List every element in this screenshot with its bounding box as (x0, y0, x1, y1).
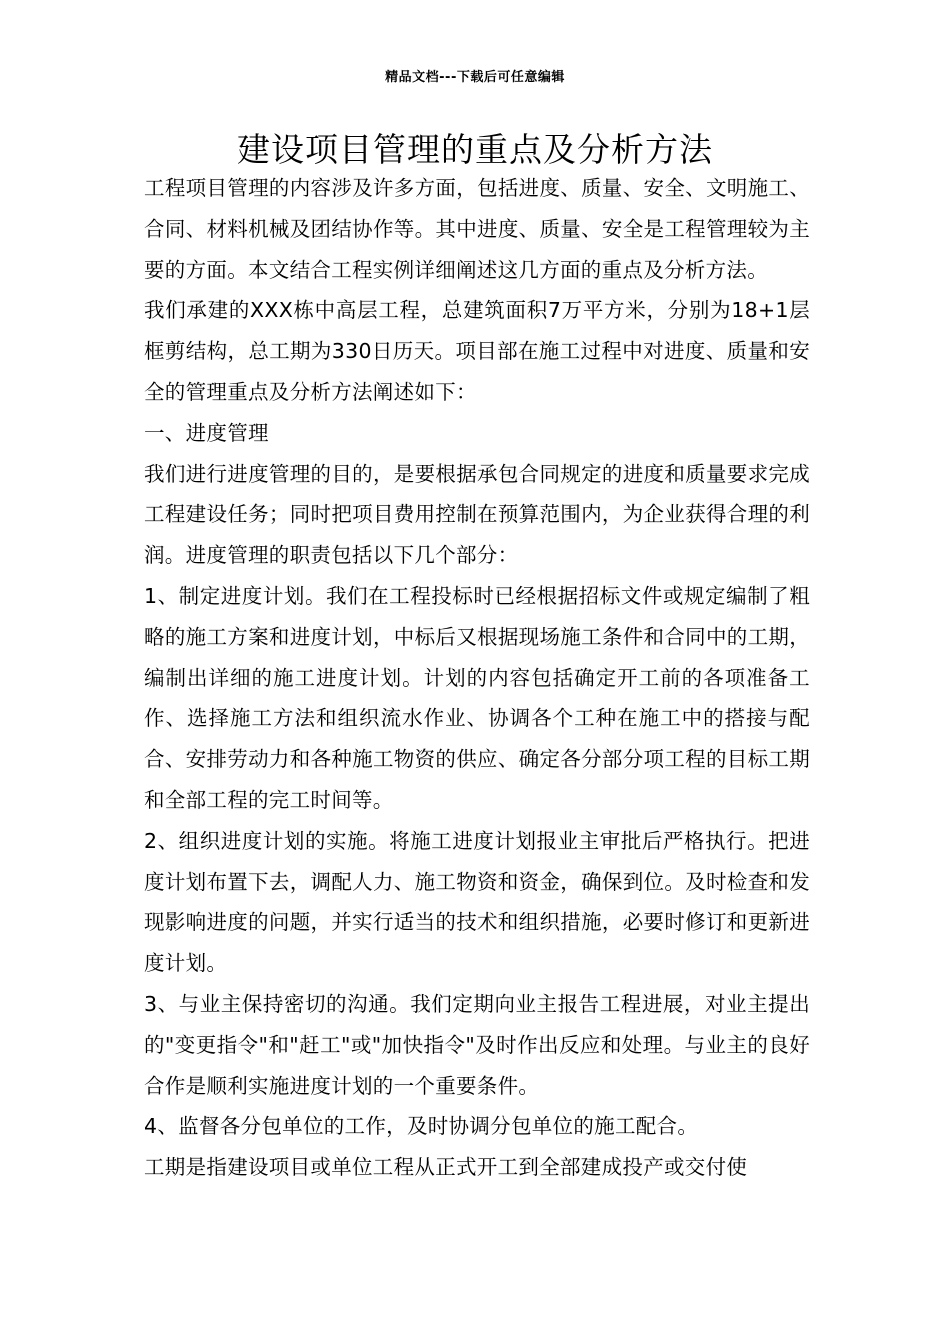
paragraph-progress-purpose: 我们进行进度管理的目的，是要根据承包合同规定的进度和质量要求完成工程建设任务；同时把项目费用控制在预算范围内，为企业获得合理的利润。进度管理的职责包括以下几个部分： (144, 461, 810, 568)
paragraph-duration: 工期是指建设项目或单位工程从正式开工到全部建成投产或交付使 (144, 1155, 748, 1180)
section-heading-progress: 一、进度管理 (144, 420, 269, 445)
paragraph-item-3: 3、与业主保持密切的沟通。我们定期向业主报告工程进展，对业主提出的"变更指令"和"赶工"或"加快指令"及时作出反应和处理。与业主的良好合作是顺利实施进度计划的一个重要条件。 (144, 991, 810, 1098)
paragraph-intro: 工程项目管理的内容涉及许多方面，包括进度、质量、安全、文明施工、合同、材料机械及团结协作等。其中进度、质量、安全是工程管理较为主要的方面。本文结合工程实例详细阐述这几方面的重点及分析方法。 (144, 176, 810, 282)
document-body (144, 168, 810, 1188)
paragraph-item-2: 2、组织进度计划的实施。将施工进度计划报业主审批后严格执行。把进度计划布置下去，调配人力、施工物资和资金，确保到位。及时检查和发现影响进度的问题，并实行适当的技术和组织措施，必要时修订和更新进度计划。 (144, 828, 810, 976)
paragraph-item-4: 4、监督各分包单位的工作，及时协调分包单位的施工配合。 (144, 1114, 699, 1139)
document-title: 建设项目管理的重点及分析方法 (237, 130, 713, 169)
paragraph-item-1: 1、制定进度计划。我们在工程投标时已经根据招标文件或规定编制了粗略的施工方案和进度计划，中标后又根据现场施工条件和合同中的工期，编制出详细的施工进度计划。计划的内容包括确定开工前的各项准备工作、选择施工方法和组织流水作业、协调各个工种在施工中的搭接与配合、安排劳动力和各种施工物资的供应、确定各分部分项工程的目标工期和全部工程的完工时间等。 (144, 583, 810, 812)
paragraph-project-overview: 我们承建的XXX栋中高层工程，总建筑面积7万平方米，分别为18+1层框剪结构，总工期为330日历天。项目部在施工过程中对进度、质量和安全的管理重点及分析方法阐述如下： (144, 298, 810, 404)
header-note: 精品文档---下载后可任意编辑 (385, 70, 565, 85)
